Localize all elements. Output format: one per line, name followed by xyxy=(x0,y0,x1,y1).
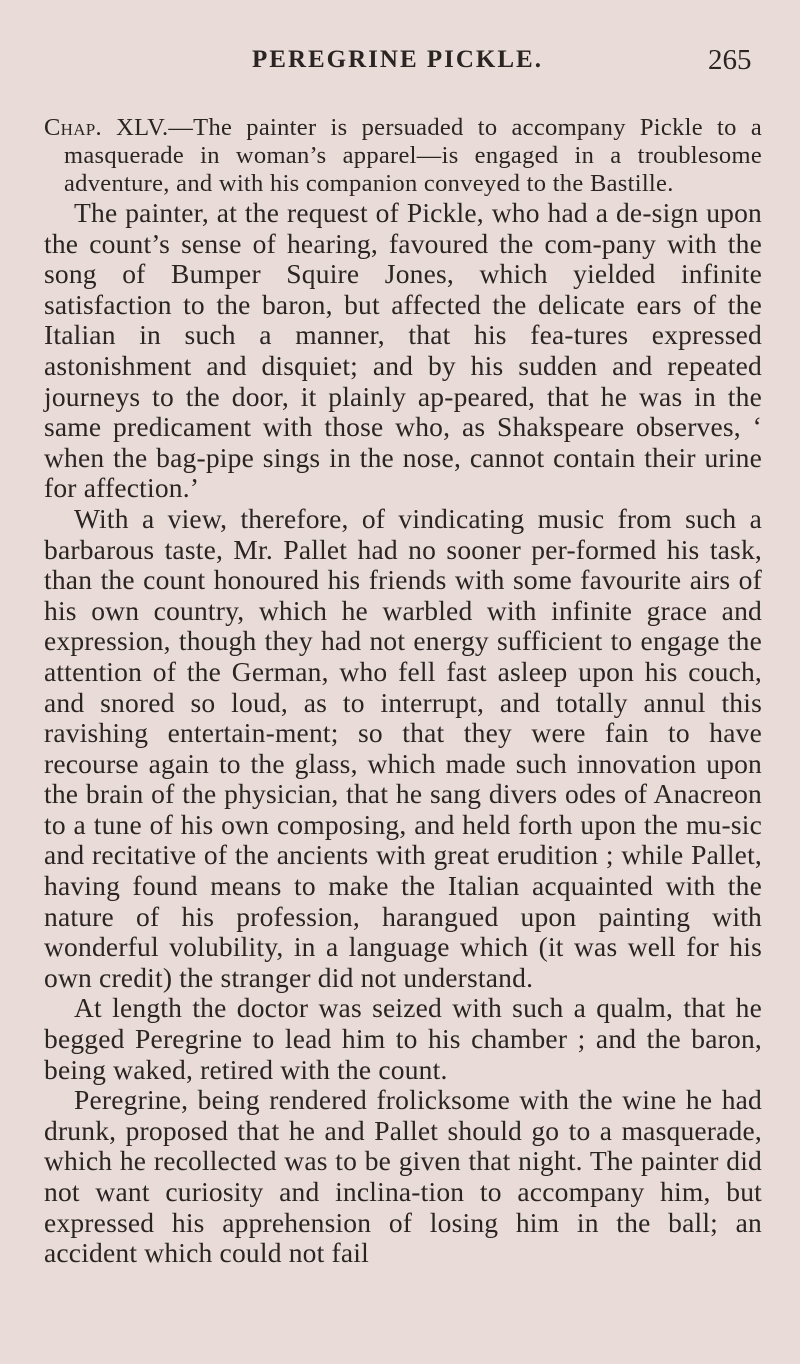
paragraph-1: The painter, at the request of Pickle, who had a de-sign upon the count’s sense of hearing, favoured the com-pany with the song of Bumper Squire Jones, which yielded infinite satisfaction to the baron, but affected the delicate ears of the Italian in such a manner, that his fea-tures expressed astonishment and disquiet; and by his sudden and repeated journeys to the door, it plainly ap-peared, that he was in the same predicament with those who, as Shakspeare observes, ‘ when the bag-pipe sings in the nose, cannot contain their urine for affection.’ xyxy=(44,197,762,504)
chapter-label: Chap. XLV. xyxy=(44,114,169,141)
page-number: 265 xyxy=(708,44,752,76)
running-title: PEREGRINE PICKLE. xyxy=(252,46,543,73)
chapter-summary-text: —The painter is persuaded to accompany Pickle to a masquerade in woman’s apparel—is engaged in a troublesome adventure, and with his companion conveyed to the Bastille. xyxy=(64,114,762,197)
paragraph-4: Peregrine, being rendered frolicksome with the wine he had drunk, proposed that he and Pallet should go to a masquerade, which he recollected was to be given that night. The painter did not want curiosity and inclina-tion to accompany him, but expressed his apprehension of losing him in the ball; an accident which could not fail xyxy=(44,1084,762,1269)
paragraph-3: At length the doctor was seized with such a qualm, that he begged Peregrine to lead him to his chamber ; and the baron, being waked, retired with the count. xyxy=(44,992,762,1085)
chapter-summary xyxy=(44,114,762,198)
body-text xyxy=(44,114,762,1269)
paragraph-2: With a view, therefore, of vindicating music from such a barbarous taste, Mr. Pallet had no sooner per-formed his task, than the count honoured his friends with some favourite airs of his own country, which he warbled with infinite grace and expression, though they had not energy sufficient to engage the attention of the German, who fell fast asleep upon his couch, and snored so loud, as to interrupt, and totally annul this ravishing entertain-ment; so that they were fain to have recourse again to the glass, which made such innovation upon the brain of the physician, that he sang divers odes of Anacreon to a tune of his own composing, and held forth upon the mu-sic and recitative of the ancients with great erudition ; while Pallet, having found means to make the Italian acquainted with the nature of his profession, harangued upon painting with wonderful volubility, in a language which (it was well for his own credit) the stranger did not understand. xyxy=(44,502,762,993)
page-header xyxy=(0,44,800,84)
